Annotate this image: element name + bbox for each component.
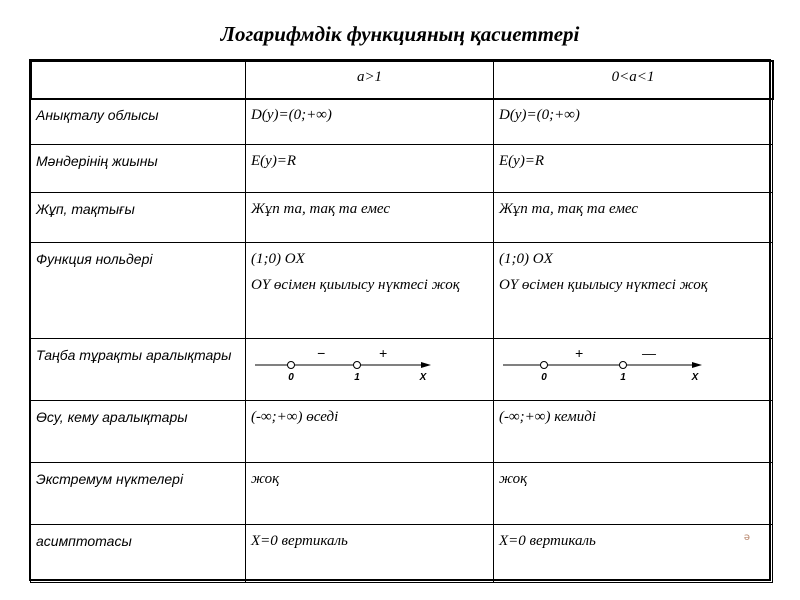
cell-col1 (246, 525, 494, 583)
axis-label: X (691, 372, 699, 383)
cell-text: жоқ (251, 471, 280, 487)
cell-col2 (494, 525, 773, 583)
cell-col2 (494, 401, 773, 463)
axis-arrow (421, 362, 431, 368)
properties-table (30, 60, 773, 583)
sign-number-line (499, 345, 709, 385)
point-one (620, 362, 627, 369)
cell-col1 (246, 463, 494, 525)
table-row (31, 99, 773, 145)
cell-col2 (494, 99, 773, 145)
point-zero (288, 362, 295, 369)
cell-col2 (494, 243, 773, 339)
table-header-row (31, 61, 773, 99)
row-label: асимптотасы (31, 525, 246, 583)
cell-text: D(y)=(0;+∞) (499, 107, 580, 123)
header-a-greater-1: a>1 (246, 61, 494, 99)
table-row (31, 193, 773, 243)
sign-left: + (574, 345, 584, 361)
point-zero (541, 362, 548, 369)
page-title: Логарифмдік функцияның қасиеттері (220, 22, 580, 46)
row-label: Анықталу облысы (31, 99, 246, 145)
cell-text: (1;0) OX (499, 251, 553, 267)
cell-col1 (246, 339, 494, 401)
row-label: Таңба тұрақты аралықтары (31, 339, 246, 401)
row-label: Өсу, кему аралықтары (31, 401, 246, 463)
table-row (31, 145, 773, 193)
cell-text: D(y)=(0;+∞) (251, 107, 332, 123)
cell-col2 (494, 193, 773, 243)
cell-text: (-∞;+∞) кемиді (499, 409, 596, 425)
cell-text: E(y)=R (499, 153, 545, 169)
cell-col1 (246, 193, 494, 243)
cell-text: Жұп та, тақ та емес (251, 201, 391, 217)
cell-text: OY өсімен қиылысу нүктесі жоқ (251, 277, 460, 293)
cell-text: OY өсімен қиылысу нүктесі жоқ (499, 277, 708, 293)
cell-col1 (246, 243, 494, 339)
axis-label: X (419, 372, 427, 383)
row-label: Функция нольдері (31, 243, 246, 339)
cell-text: (-∞;+∞) өседі (251, 409, 339, 425)
point-one (354, 362, 361, 369)
row-label: Экстремум нүктелері (31, 463, 246, 525)
tick-label-one: 1 (620, 372, 626, 383)
table-row (31, 401, 773, 463)
cell-col1 (246, 145, 494, 193)
cell-text: X=0 вертикаль (499, 533, 596, 549)
cell-text: X=0 вертикаль (251, 533, 348, 549)
tick-label-zero: 0 (541, 372, 547, 383)
sign-right: + (378, 345, 388, 361)
cell-text: Жұп та, тақ та емес (499, 201, 639, 217)
header-empty-cell (31, 61, 246, 99)
table-row (31, 463, 773, 525)
watermark-mark: ə (743, 532, 750, 543)
cell-col1 (246, 99, 494, 145)
tick-label-one: 1 (354, 372, 360, 383)
axis-arrow (692, 362, 702, 368)
table-row (31, 339, 773, 401)
cell-col2 (494, 463, 773, 525)
header-a-between-0-1: 0<a<1 (494, 61, 773, 99)
table-row (31, 525, 773, 583)
cell-text: E(y)=R (251, 153, 297, 169)
cell-col1 (246, 401, 494, 463)
tick-label-zero: 0 (288, 372, 294, 383)
cell-col2 (494, 339, 773, 401)
sign-right: — (642, 345, 656, 361)
cell-text: (1;0) OX (251, 251, 305, 267)
sign-left: − (316, 345, 326, 361)
cell-col2 (494, 145, 773, 193)
row-label: Мәндерінің жиыны (31, 145, 246, 193)
sign-number-line (251, 345, 461, 385)
table-row (31, 243, 773, 339)
cell-text: жоқ (499, 471, 528, 487)
row-label: Жұп, тақтығы (31, 193, 246, 243)
